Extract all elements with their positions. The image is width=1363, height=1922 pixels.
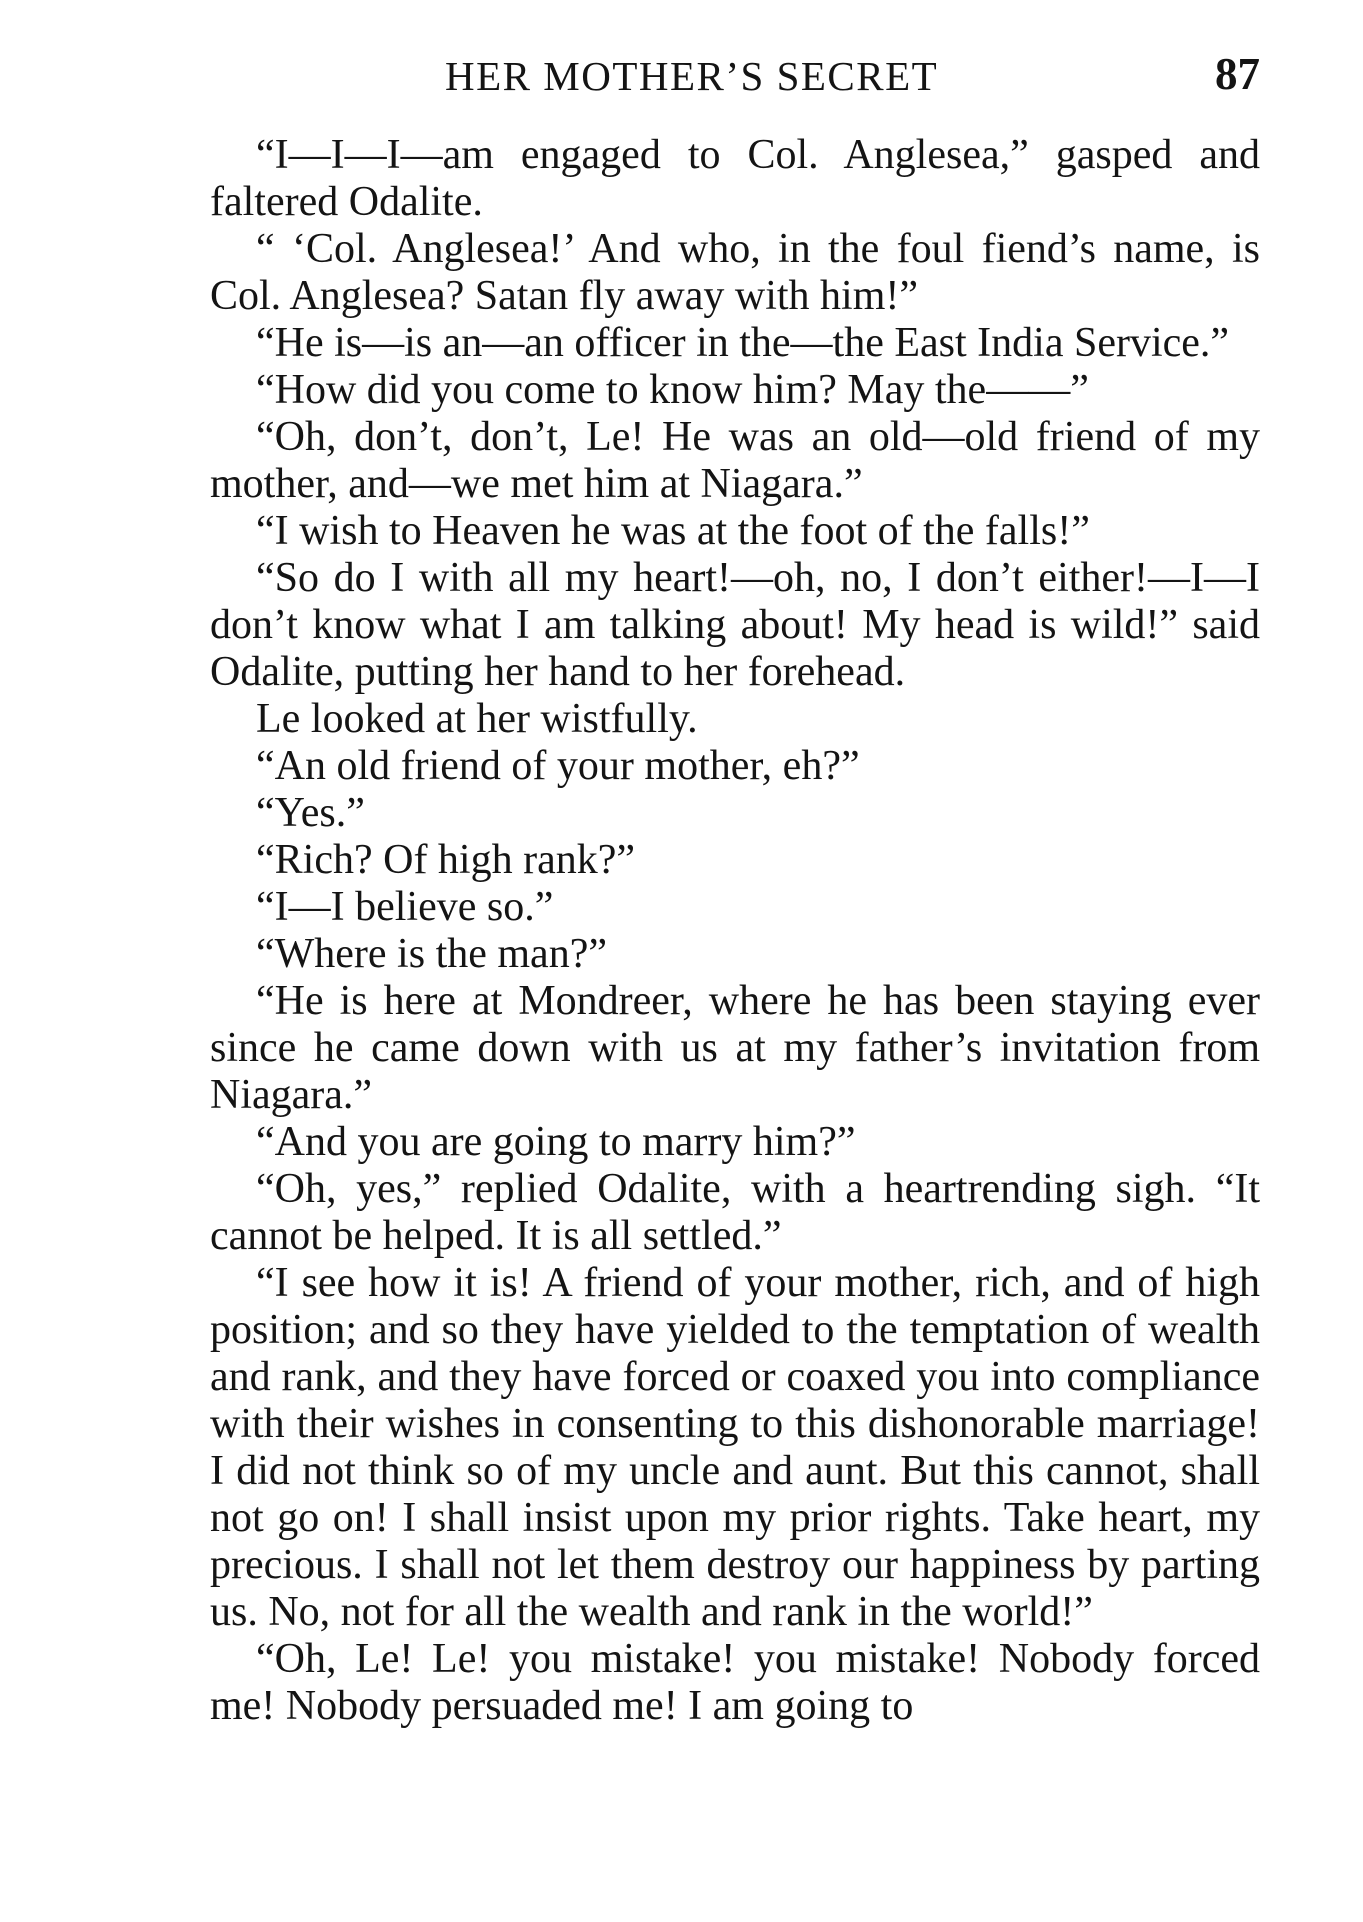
- running-head: HER MOTHER’S SECRET: [445, 53, 939, 99]
- paragraph: “Oh, yes,” replied Odalite, with a heartrending sigh. “It cannot be helped. It is all settled.”: [210, 1166, 1260, 1259]
- paragraph: Le looked at her wistfully.: [256, 696, 698, 742]
- page-header: [210, 48, 1260, 104]
- paragraph: “Rich? Of high rank?”: [256, 837, 636, 883]
- paragraph: “So do I with all my heart!—oh, no, I don’t either!—I—I don’t know what I am talking about! My head is wild!” said Odalite, putting her hand to her forehead.: [210, 555, 1260, 695]
- paragraph: “ ‘Col. Anglesea!’ And who, in the foul fiend’s name, is Col. Anglesea? Satan fly away with him!”: [210, 226, 1260, 319]
- paragraph: “I see how it is! A friend of your mother, rich, and of high position; and so they have yielded to the temptation of wealth and rank, and they have forced or coaxed you into compliance with their wishes in consenting to this dishonorable marriage! I did not think so of my uncle and aunt. But this cannot, shall not go on! I shall insist upon my prior rights. Take heart, my precious. I shall not let them destroy our happiness by parting us. No, not for all the wealth and rank in the world!”: [210, 1260, 1260, 1635]
- paragraph: “He is here at Mondreer, where he has been staying ever since he came down with us at my father’s invitation from Niagara.”: [210, 978, 1260, 1118]
- paragraph: “How did you come to know him? May the——”: [256, 367, 1089, 413]
- paragraph: “Oh, Le! Le! you mistake! you mistake! Nobody forced me! Nobody persuaded me! I am going to: [210, 1636, 1260, 1729]
- paragraph: “An old friend of your mother, eh?”: [256, 743, 860, 789]
- paragraph: “I—I—I—am engaged to Col. Anglesea,” gasped and faltered Odalite.: [210, 132, 1260, 225]
- paragraph: “I wish to Heaven he was at the foot of the falls!”: [256, 508, 1090, 554]
- paragraph: “Where is the man?”: [256, 931, 607, 977]
- paragraph: “Yes.”: [256, 790, 365, 836]
- paragraph: “He is—is an—an officer in the—the East India Service.”: [256, 320, 1230, 366]
- page-number: 87: [1215, 49, 1260, 99]
- paragraph: “I—I believe so.”: [256, 884, 554, 930]
- paragraph: “Oh, don’t, don’t, Le! He was an old—old friend of my mother, and—we met him at Niagara.”: [210, 414, 1260, 507]
- body-text: [210, 132, 1260, 1730]
- paragraph: “And you are going to marry him?”: [256, 1119, 856, 1165]
